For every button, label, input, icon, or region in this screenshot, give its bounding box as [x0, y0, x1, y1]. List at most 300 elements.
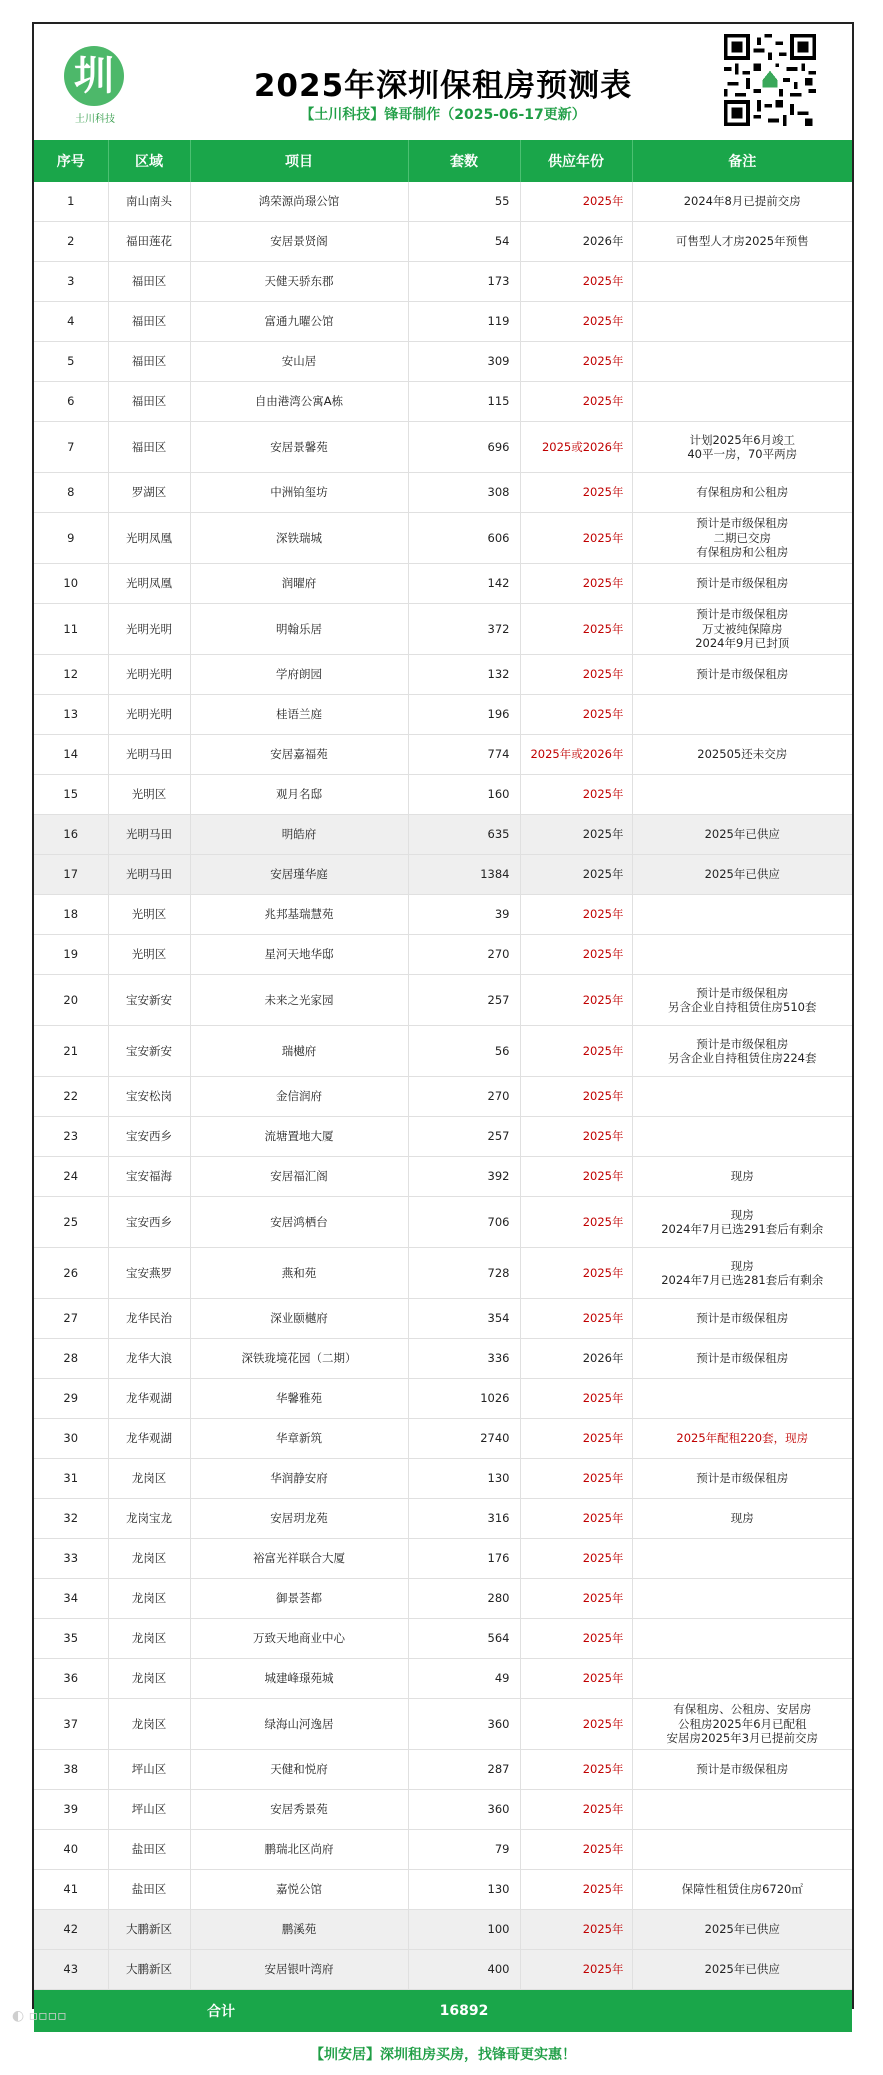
cell-project: 安居银叶湾府	[190, 1950, 408, 1990]
cell-note	[632, 1539, 852, 1579]
note-line: 预计是市级保租房	[696, 985, 789, 1000]
table-row	[34, 473, 852, 513]
cell-count: 400	[408, 1950, 520, 1990]
cell-no: 11	[34, 604, 108, 655]
cell-note	[632, 1699, 852, 1750]
cell-year: 2025年	[520, 775, 632, 815]
column-header-no: 序号	[34, 140, 108, 182]
table-row	[34, 655, 852, 695]
cell-note	[632, 1299, 852, 1339]
cell-note	[632, 1077, 852, 1117]
cell-area: 坪山区	[108, 1750, 190, 1790]
cell-area: 光明区	[108, 935, 190, 975]
cell-no: 7	[34, 422, 108, 473]
cell-year: 2025年	[520, 655, 632, 695]
cell-area: 光明马田	[108, 735, 190, 775]
cell-project: 华馨雅苑	[190, 1379, 408, 1419]
cell-year: 2025年	[520, 1950, 632, 1990]
cell-no: 20	[34, 975, 108, 1026]
cell-no: 29	[34, 1379, 108, 1419]
table-row	[34, 1910, 852, 1950]
note-line: 预计是市级保租房	[696, 607, 789, 622]
cell-count: 54	[408, 222, 520, 262]
table-row	[34, 895, 852, 935]
cell-note	[632, 735, 852, 775]
cell-note	[632, 655, 852, 695]
note-line: 2025年已供应	[704, 1922, 780, 1937]
cell-year: 2025年	[520, 695, 632, 735]
cell-note	[632, 1248, 852, 1299]
cell-area: 龙岗区	[108, 1699, 190, 1750]
column-header-project: 项目	[190, 140, 408, 182]
cell-area: 光明光明	[108, 695, 190, 735]
cell-no: 32	[34, 1499, 108, 1539]
cell-count: 130	[408, 1459, 520, 1499]
cell-count: 774	[408, 735, 520, 775]
cell-no: 13	[34, 695, 108, 735]
cell-project: 安山居	[190, 342, 408, 382]
cell-count: 287	[408, 1750, 520, 1790]
table-row	[34, 815, 852, 855]
cell-note	[632, 342, 852, 382]
cell-note	[632, 975, 852, 1026]
cell-project: 天健和悦府	[190, 1750, 408, 1790]
rental-housing-table	[34, 140, 852, 2032]
cell-year: 2025年	[520, 182, 632, 222]
cell-area: 坪山区	[108, 1790, 190, 1830]
table-row	[34, 1539, 852, 1579]
cell-count: 173	[408, 262, 520, 302]
cell-note	[632, 1750, 852, 1790]
cell-year: 2025年	[520, 1197, 632, 1248]
cell-year: 2025年	[520, 1790, 632, 1830]
cell-no: 23	[34, 1117, 108, 1157]
cell-year: 2025年	[520, 1750, 632, 1790]
cell-area: 宝安西乡	[108, 1197, 190, 1248]
note-line: 预计是市级保租房	[696, 576, 789, 591]
cell-area: 光明马田	[108, 815, 190, 855]
cell-count: 354	[408, 1299, 520, 1339]
cell-project: 学府朗园	[190, 655, 408, 695]
cell-no: 33	[34, 1539, 108, 1579]
cell-project: 嘉悦公馆	[190, 1870, 408, 1910]
note-line: 2024年8月已提前交房	[683, 194, 801, 209]
cell-project: 未来之光家园	[190, 975, 408, 1026]
cell-project: 天健天骄东郡	[190, 262, 408, 302]
cell-note	[632, 1026, 852, 1077]
cell-note	[632, 1419, 852, 1459]
cell-count: 316	[408, 1499, 520, 1539]
cell-count: 728	[408, 1248, 520, 1299]
brand-logo-text: 土川科技	[75, 114, 115, 125]
cell-project: 华润静安府	[190, 1459, 408, 1499]
cell-area: 大鹏新区	[108, 1910, 190, 1950]
cell-year: 2025年	[520, 513, 632, 564]
cell-count: 270	[408, 1077, 520, 1117]
cell-project: 安居福汇阁	[190, 1157, 408, 1197]
cell-area: 宝安新安	[108, 975, 190, 1026]
cell-note	[632, 1379, 852, 1419]
table-row	[34, 1077, 852, 1117]
table-row	[34, 382, 852, 422]
note-line: 2025年已供应	[704, 827, 780, 842]
cell-count: 392	[408, 1157, 520, 1197]
cell-count: 142	[408, 564, 520, 604]
cell-note	[632, 1790, 852, 1830]
table-row	[34, 513, 852, 564]
table-body	[34, 182, 852, 1990]
cell-note	[632, 1157, 852, 1197]
cell-note	[632, 222, 852, 262]
cell-project: 润曜府	[190, 564, 408, 604]
cell-area: 盐田区	[108, 1830, 190, 1870]
cell-area: 龙岗区	[108, 1619, 190, 1659]
cell-project: 万致天地商业中心	[190, 1619, 408, 1659]
cell-note	[632, 695, 852, 735]
cell-no: 18	[34, 895, 108, 935]
cell-project: 流塘置地大厦	[190, 1117, 408, 1157]
table-row	[34, 1379, 852, 1419]
cell-note	[632, 935, 852, 975]
note-line: 有保租房、公租房、安居房	[673, 1702, 812, 1717]
cell-note	[632, 564, 852, 604]
cell-note	[632, 1910, 852, 1950]
cell-no: 24	[34, 1157, 108, 1197]
cell-area: 光明区	[108, 775, 190, 815]
column-header-area: 区域	[108, 140, 190, 182]
cell-year: 2025年	[520, 1579, 632, 1619]
table-row	[34, 1659, 852, 1699]
cell-area: 福田区	[108, 422, 190, 473]
table-row	[34, 1026, 852, 1077]
cell-no: 39	[34, 1790, 108, 1830]
cell-area: 福田区	[108, 262, 190, 302]
cell-project: 星河天地华邸	[190, 935, 408, 975]
cell-note	[632, 1950, 852, 1990]
cell-no: 30	[34, 1419, 108, 1459]
cell-no: 16	[34, 815, 108, 855]
cell-year: 2025年	[520, 1379, 632, 1419]
table-row	[34, 1117, 852, 1157]
total-value: 16892	[408, 1990, 520, 2033]
cell-year: 2025年	[520, 895, 632, 935]
cell-project: 深业颐樾府	[190, 1299, 408, 1339]
watermark-icon: ◐ ▫▫▫▫	[12, 2008, 67, 2024]
cell-no: 21	[34, 1026, 108, 1077]
table-row	[34, 855, 852, 895]
cell-year: 2025年	[520, 302, 632, 342]
cell-count: 635	[408, 815, 520, 855]
note-line: 2024年7月已选291套后有剩余	[661, 1222, 824, 1236]
note-line: 2025年配租220套，现房	[676, 1431, 809, 1446]
cell-year: 2025年	[520, 1299, 632, 1339]
cell-project: 观月名邸	[190, 775, 408, 815]
table-row	[34, 1699, 852, 1750]
cell-note	[632, 815, 852, 855]
cell-no: 14	[34, 735, 108, 775]
cell-area: 宝安松岗	[108, 1077, 190, 1117]
cell-no: 27	[34, 1299, 108, 1339]
cell-count: 2740	[408, 1419, 520, 1459]
table-row	[34, 1790, 852, 1830]
cell-year: 2025年	[520, 1419, 632, 1459]
table-row	[34, 1619, 852, 1659]
cell-note	[632, 855, 852, 895]
cell-area: 龙华观湖	[108, 1419, 190, 1459]
cell-year: 2025年	[520, 815, 632, 855]
cell-area: 龙华民治	[108, 1299, 190, 1339]
table-row	[34, 1830, 852, 1870]
note-line: 2025年已供应	[704, 867, 780, 882]
cell-year: 2025年	[520, 1026, 632, 1077]
note-line: 有保租房和公租房	[696, 485, 789, 500]
cell-count: 696	[408, 422, 520, 473]
cell-year: 2025年	[520, 1499, 632, 1539]
cell-project: 安居景馨苑	[190, 422, 408, 473]
cell-project: 安居玥龙苑	[190, 1499, 408, 1539]
table-row	[34, 302, 852, 342]
cell-year: 2025年	[520, 262, 632, 302]
cell-no: 35	[34, 1619, 108, 1659]
cell-area: 福田区	[108, 382, 190, 422]
cell-year: 2025年	[520, 855, 632, 895]
table-row	[34, 604, 852, 655]
cell-note	[632, 1339, 852, 1379]
note-line: 2024年7月已选281套后有剩余	[661, 1273, 824, 1287]
cell-note	[632, 895, 852, 935]
cell-year: 2025年	[520, 564, 632, 604]
cell-area: 龙华大浪	[108, 1339, 190, 1379]
cell-year: 2025年	[520, 1248, 632, 1299]
table-row	[34, 1339, 852, 1379]
table-row	[34, 1579, 852, 1619]
cell-note	[632, 1659, 852, 1699]
cell-area: 南山南头	[108, 182, 190, 222]
table-row	[34, 1197, 852, 1248]
table-row	[34, 1950, 852, 1990]
qr-code-icon	[724, 34, 816, 126]
cell-note	[632, 1117, 852, 1157]
cell-count: 55	[408, 182, 520, 222]
cell-count: 706	[408, 1197, 520, 1248]
cell-area: 龙华观湖	[108, 1379, 190, 1419]
table-row	[34, 262, 852, 302]
page-title: 2025年深圳保租房预测表	[253, 68, 633, 104]
table-row	[34, 695, 852, 735]
cell-project: 桂语兰庭	[190, 695, 408, 735]
note-line: 可售型人才房2025年预售	[675, 234, 809, 249]
cell-count: 39	[408, 895, 520, 935]
poster-frame	[32, 22, 854, 2063]
note-line: 安居房2025年3月已提前交房	[666, 1731, 819, 1746]
cell-count: 270	[408, 935, 520, 975]
cell-count: 336	[408, 1339, 520, 1379]
cell-no: 26	[34, 1248, 108, 1299]
cell-project: 御景荟都	[190, 1579, 408, 1619]
cell-year: 2025年	[520, 1910, 632, 1950]
cell-no: 31	[34, 1459, 108, 1499]
cell-no: 42	[34, 1910, 108, 1950]
brand-logo: 圳	[64, 46, 124, 106]
cell-year: 2025年	[520, 1459, 632, 1499]
cell-count: 1384	[408, 855, 520, 895]
cell-no: 4	[34, 302, 108, 342]
cell-area: 光明光明	[108, 655, 190, 695]
cell-project: 深铁瑞城	[190, 513, 408, 564]
cell-year: 2025年	[520, 1830, 632, 1870]
cell-year: 2025年	[520, 1157, 632, 1197]
cell-project: 兆邦基瑞慧苑	[190, 895, 408, 935]
cell-note	[632, 775, 852, 815]
cell-no: 3	[34, 262, 108, 302]
cell-project: 安居秀景苑	[190, 1790, 408, 1830]
cell-count: 100	[408, 1910, 520, 1950]
cell-count: 1026	[408, 1379, 520, 1419]
cell-no: 15	[34, 775, 108, 815]
header	[34, 24, 852, 140]
cell-year: 2025年	[520, 1539, 632, 1579]
cell-note	[632, 1870, 852, 1910]
cell-count: 130	[408, 1870, 520, 1910]
cell-project: 明皓府	[190, 815, 408, 855]
cell-area: 宝安燕罗	[108, 1248, 190, 1299]
cell-area: 龙岗区	[108, 1539, 190, 1579]
cell-note	[632, 422, 852, 473]
note-line: 另含企业自持租赁住房224套	[668, 1051, 817, 1065]
note-line: 预计是市级保租房	[696, 1311, 789, 1326]
cell-year: 2025年	[520, 1619, 632, 1659]
cell-area: 罗湖区	[108, 473, 190, 513]
table-row	[34, 422, 852, 473]
cell-year: 2025年	[520, 1870, 632, 1910]
cell-project: 绿海山河逸居	[190, 1699, 408, 1750]
cell-count: 160	[408, 775, 520, 815]
cell-no: 19	[34, 935, 108, 975]
note-line: 现房	[730, 1258, 754, 1273]
table-row	[34, 342, 852, 382]
cell-count: 360	[408, 1699, 520, 1750]
cell-note	[632, 513, 852, 564]
column-header-count: 套数	[408, 140, 520, 182]
page-subtitle: 【土川科技】锋哥制作（2025-06-17更新）	[300, 107, 586, 123]
cell-project: 瑞樾府	[190, 1026, 408, 1077]
note-line: 公租房2025年6月已配租	[677, 1716, 807, 1731]
table-row	[34, 735, 852, 775]
cell-count: 196	[408, 695, 520, 735]
total-row	[34, 1990, 852, 2033]
cell-no: 25	[34, 1197, 108, 1248]
note-line: 保障性租赁住房6720㎡	[681, 1882, 803, 1897]
table-row	[34, 1870, 852, 1910]
cell-note	[632, 473, 852, 513]
cell-count: 564	[408, 1619, 520, 1659]
cell-area: 大鹏新区	[108, 1950, 190, 1990]
note-line: 预计是市级保租房	[696, 1351, 789, 1366]
cell-count: 606	[408, 513, 520, 564]
cell-area: 光明区	[108, 895, 190, 935]
note-line: 202505还未交房	[697, 747, 788, 762]
note-line: 2025年已供应	[704, 1962, 780, 1977]
cell-year: 2025年	[520, 935, 632, 975]
note-line: 预计是市级保租房	[696, 1762, 789, 1777]
note-line: 有保租房和公租房	[696, 545, 789, 560]
cell-project: 鹏溪苑	[190, 1910, 408, 1950]
table-row	[34, 1248, 852, 1299]
cell-area: 光明马田	[108, 855, 190, 895]
cell-count: 308	[408, 473, 520, 513]
cell-no: 34	[34, 1579, 108, 1619]
footer-slogan: 【圳安居】深圳租房买房，找锋哥更实惠！	[310, 2046, 576, 2063]
cell-project: 城建峰璟苑城	[190, 1659, 408, 1699]
cell-no: 37	[34, 1699, 108, 1750]
cell-year: 2026年	[520, 1339, 632, 1379]
cell-project: 安居瑾华庭	[190, 855, 408, 895]
note-line: 现房	[730, 1169, 754, 1184]
note-line: 40平一房，70平两房	[687, 447, 798, 461]
total-spacer	[520, 1990, 852, 2033]
cell-count: 176	[408, 1539, 520, 1579]
cell-note	[632, 604, 852, 655]
cell-count: 119	[408, 302, 520, 342]
cell-note	[632, 1459, 852, 1499]
cell-area: 龙岗区	[108, 1659, 190, 1699]
cell-note	[632, 382, 852, 422]
cell-area: 宝安西乡	[108, 1117, 190, 1157]
total-label: 合计	[34, 1990, 408, 2033]
cell-no: 36	[34, 1659, 108, 1699]
cell-note	[632, 1499, 852, 1539]
table-row	[34, 1299, 852, 1339]
cell-no: 8	[34, 473, 108, 513]
cell-no: 2	[34, 222, 108, 262]
cell-year: 2025年	[520, 975, 632, 1026]
cell-year: 2026年	[520, 222, 632, 262]
column-header-note: 备注	[632, 140, 852, 182]
cell-year: 2025年	[520, 604, 632, 655]
table-row	[34, 935, 852, 975]
table-row	[34, 1419, 852, 1459]
cell-count: 360	[408, 1790, 520, 1830]
cell-note	[632, 262, 852, 302]
cell-no: 6	[34, 382, 108, 422]
cell-no: 43	[34, 1950, 108, 1990]
note-line: 预计是市级保租房	[696, 1036, 789, 1051]
note-line: 预计是市级保租房	[696, 516, 789, 531]
cell-area: 龙岗宝龙	[108, 1499, 190, 1539]
cell-no: 22	[34, 1077, 108, 1117]
table-row	[34, 564, 852, 604]
cell-no: 17	[34, 855, 108, 895]
cell-note	[632, 1830, 852, 1870]
cell-count: 257	[408, 1117, 520, 1157]
cell-count: 372	[408, 604, 520, 655]
cell-year: 2025年	[520, 1117, 632, 1157]
cell-count: 309	[408, 342, 520, 382]
table-row	[34, 975, 852, 1026]
cell-project: 裕富光祥联合大厦	[190, 1539, 408, 1579]
cell-year: 2025年	[520, 473, 632, 513]
cell-project: 鸿荣源尚璟公馆	[190, 182, 408, 222]
cell-no: 40	[34, 1830, 108, 1870]
cell-note	[632, 1579, 852, 1619]
cell-no: 5	[34, 342, 108, 382]
cell-project: 富通九曜公馆	[190, 302, 408, 342]
cell-area: 宝安福海	[108, 1157, 190, 1197]
cell-project: 金信润府	[190, 1077, 408, 1117]
cell-project: 中洲铂玺坊	[190, 473, 408, 513]
cell-area: 盐田区	[108, 1870, 190, 1910]
cell-count: 257	[408, 975, 520, 1026]
